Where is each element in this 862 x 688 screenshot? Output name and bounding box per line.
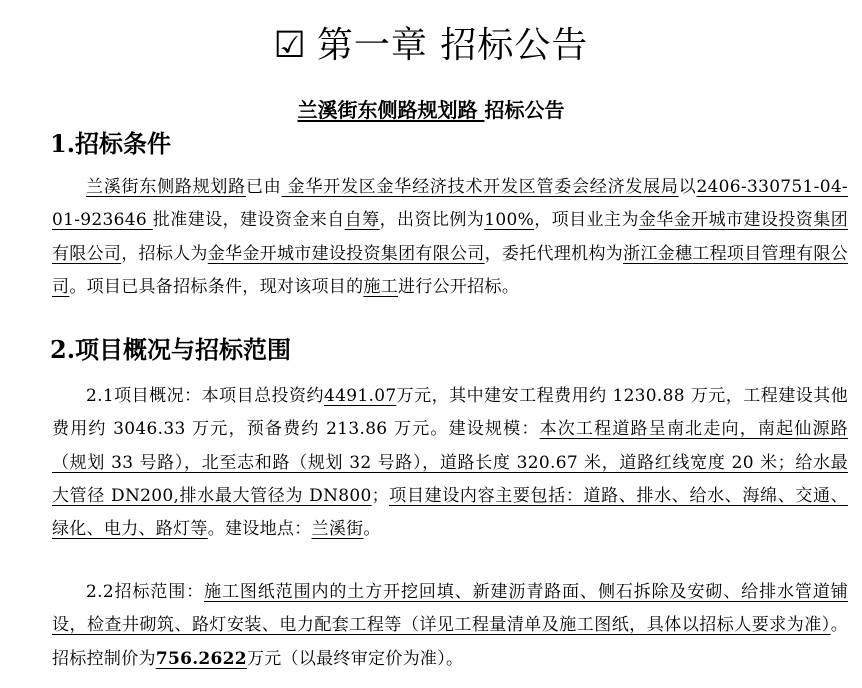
announcement-subtitle [0, 96, 862, 124]
text: ，项目业主为 [534, 210, 639, 231]
text: 万元，其中建安工程费用约 1230.88 万元，工程建设其他费用约 3046.33 万元，预备费约 213.86 万元。建设规模： [52, 386, 848, 440]
text: 以 [678, 177, 697, 197]
control-price: 756.2622 [155, 648, 247, 669]
project-name: 兰溪街东侧路规划路 [297, 98, 485, 122]
scope-type: 施工 [363, 276, 399, 297]
section-2-1-paragraph [52, 380, 848, 546]
text: ，出资比例为 [379, 210, 485, 231]
approver: 金华开发区金华经济技术开发区管委会经济发展局 [281, 177, 679, 197]
text: ； [371, 485, 389, 506]
text: 。 [363, 519, 381, 540]
subtitle-suffix: 招标公告 [484, 98, 565, 122]
text: 已由 [245, 177, 282, 197]
project-name-inline: 兰溪街东侧路规划路 [86, 177, 246, 197]
text: 2.1项目概况：本项目总投资约 [86, 386, 325, 406]
approval-number: 2406-330751-04-01-923646 [52, 177, 848, 231]
text: 。项目已具备招标条件，现对该项目的 [69, 276, 364, 297]
text: 批准建设，建设资金来自 [152, 210, 345, 231]
section-heading-2: 2.项目概况与招标范围 [50, 335, 292, 364]
tenderer: 金华金开城市建设投资集团有限公司 [207, 243, 485, 264]
text: 。建设地点： [207, 519, 312, 540]
total-investment: 4491.07 [324, 386, 397, 406]
fund-ratio: 100% [484, 210, 535, 231]
construction-location: 兰溪街 [311, 519, 364, 540]
text: 2.2招标范围： [86, 582, 205, 602]
project-owner: 金华金开城市建设投资集团有限公司 [52, 210, 848, 264]
text: ，委托代理机构为 [484, 243, 624, 264]
tender-scope: 施工图纸范围内的土方开挖回填、新建沥青路面、侧石拆除及安砌、给排水管道铺设，检查井砌筑、路灯安装、电力配套工程等（详见工程量清单及施工图纸，具体以招标人要求为准） [52, 582, 848, 636]
text: 进行公开招标。 [398, 276, 520, 297]
section-heading-1: 1.招标条件 [50, 129, 172, 158]
section-2-2-paragraph [52, 576, 848, 676]
chapter-title [0, 22, 862, 70]
checkbox-icon: ☑ [273, 25, 307, 66]
construction-content: 项目建设内容主要包括：道路、排水、给水、海绵、交通、绿化、电力、路灯等 [52, 485, 848, 540]
text: 。招标控制价为 [52, 615, 848, 669]
construction-scale: 本次工程道路呈南北走向，南起仙源路（规划 33 号路），北至志和路（规划 32 号路），道路长度 320.67 米，道路红线宽度 20 米；给水最大管径 DN200,排水最大管径为 DN800 [52, 419, 848, 506]
text: ，招标人为 [121, 243, 208, 264]
agency: 浙江金穗工程项目管理有限公司 [52, 243, 849, 297]
text: 万元（以最终审定价为准）。 [246, 648, 464, 669]
section-1-paragraph [52, 171, 848, 304]
fund-source: 自筹 [344, 210, 380, 231]
chapter-title-text: 第一章 招标公告 [316, 25, 589, 66]
